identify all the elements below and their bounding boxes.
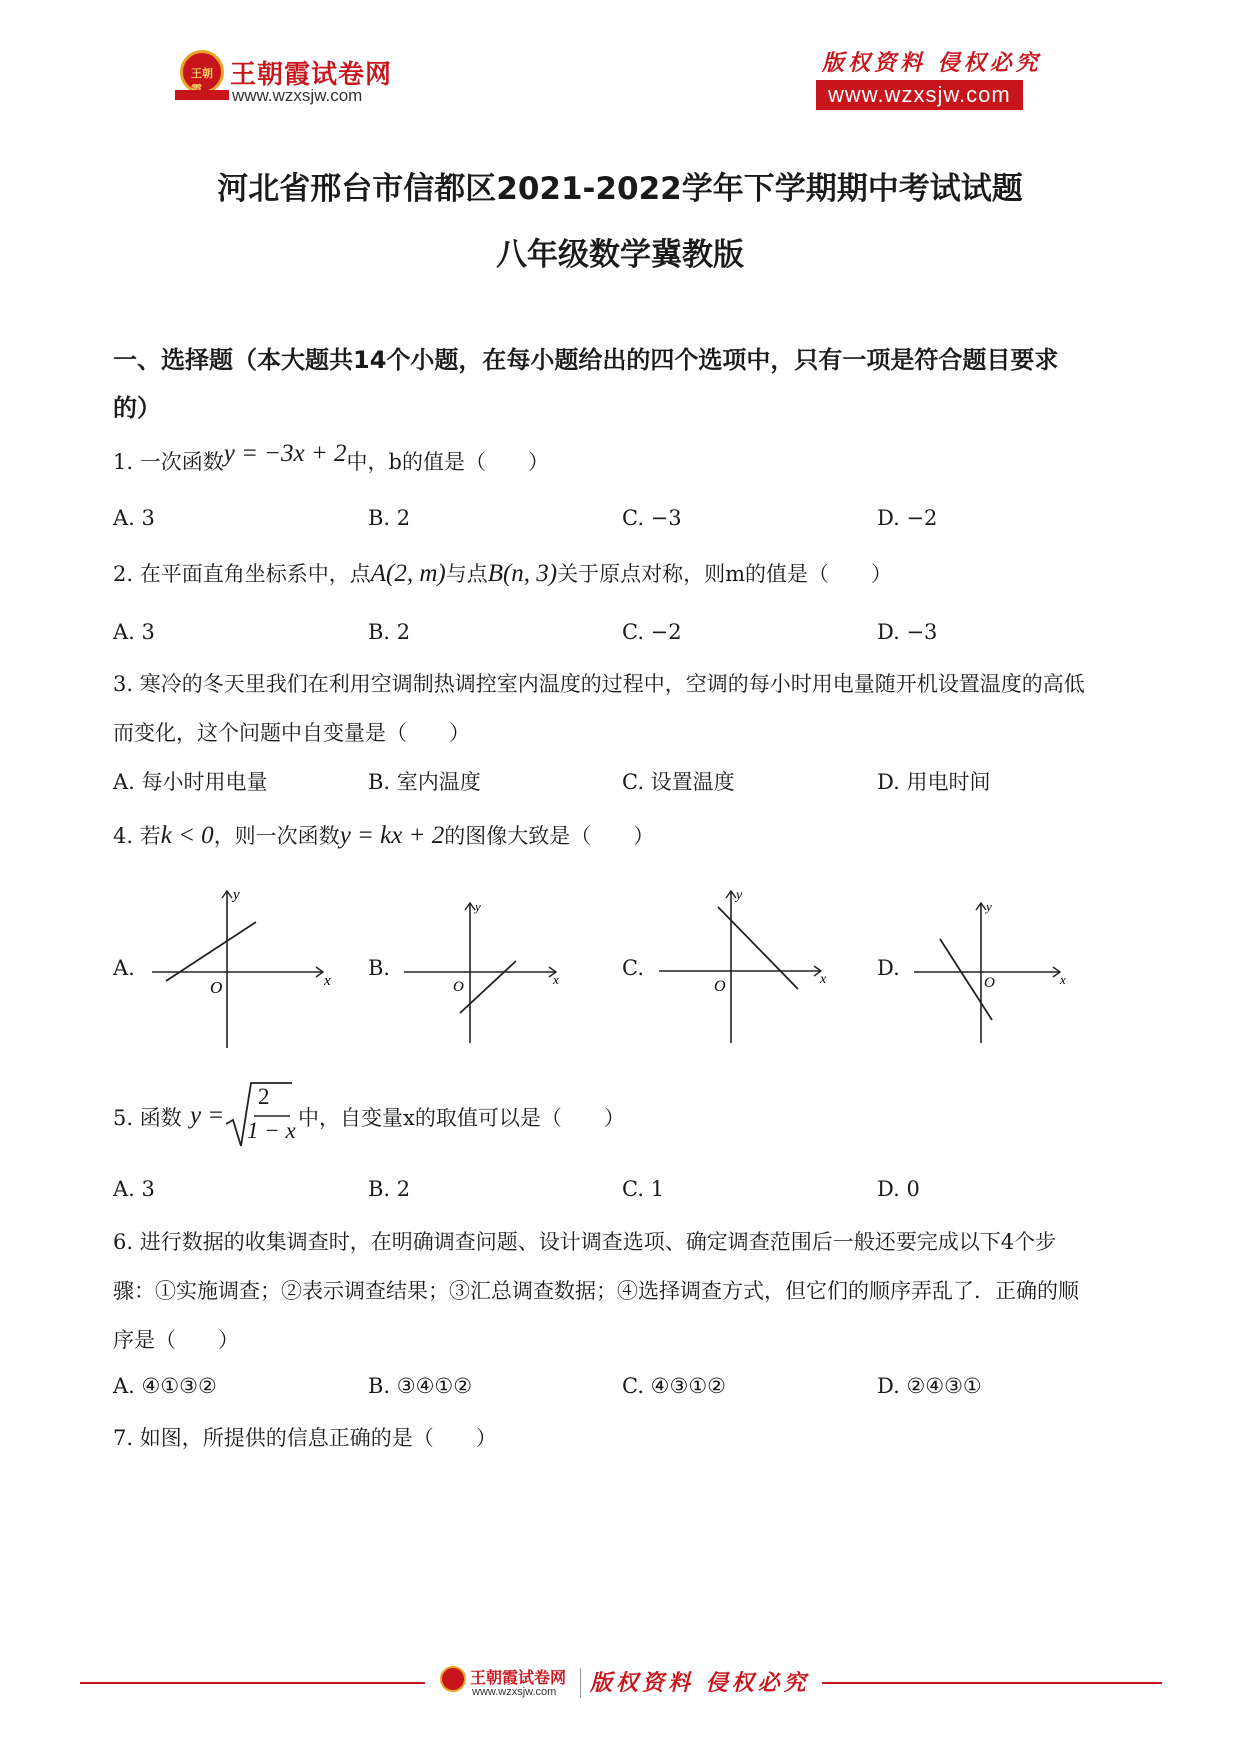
q5-denominator: 1 − x <box>247 1118 296 1143</box>
q4b-x-label: x <box>553 972 559 987</box>
q4-graph-b <box>400 895 570 1045</box>
q4c-y-label: y <box>736 888 743 903</box>
q1-option-d: D. −2 <box>877 506 938 530</box>
question-3-line2: 而变化，这个问题中自变量是（ ） <box>113 721 470 745</box>
q4a-x-label: x <box>324 973 331 989</box>
q4-condition: k < 0 <box>160 822 214 849</box>
question-6-line2: 骤：①实施调查；②表示调查结果；③汇总调查数据；④选择调查方式，但它们的顺序弄乱了．正确的顺 <box>113 1279 1079 1303</box>
q4b-origin-label: O <box>453 979 464 995</box>
q2-option-d: D. −3 <box>877 620 938 644</box>
section-heading-line1: 一、选择题（本大题共14个小题，在每小题给出的四个选项中，只有一项是符合题目要求 <box>113 346 1059 374</box>
q4-option-a: A. <box>113 956 135 980</box>
page-title: 河北省邢台市信都区2021-2022学年下学期期中考试试题 <box>217 171 1023 207</box>
section-heading-line2: 的） <box>113 394 161 422</box>
question-1: 1. 一次函数y = −3x + 2中，b的值是（ ） <box>113 440 549 474</box>
q2-point-a: A(2, m) <box>370 560 446 587</box>
q4-graph-d <box>910 895 1080 1045</box>
q3-option-b: B. 室内温度 <box>368 770 481 794</box>
logo-seal-icon: 王朝 <box>180 50 224 94</box>
question-3-line1: 3. 寒冷的冬天里我们在利用空调制热调控室内温度的过程中，空调的每小时用电量随开机设置温度的高低 <box>113 672 1085 696</box>
q2-option-b: B. 2 <box>368 620 411 644</box>
footer-line-right <box>822 1682 1162 1684</box>
q4c-x-label: x <box>820 972 827 987</box>
q1-option-c: C. −3 <box>622 506 682 530</box>
question-5-suffix: 中，自变量x的取值可以是（ ） <box>298 1106 625 1130</box>
q4d-x-label: x <box>1060 972 1066 987</box>
footer-divider <box>580 1668 581 1698</box>
page-subtitle: 八年级数学冀教版 <box>496 237 744 273</box>
header-copyright-url: www.wzxsjw.com <box>816 80 1023 110</box>
footer-line-left <box>80 1682 425 1684</box>
q4b-y-label: y <box>475 899 481 914</box>
q6-option-c: C. ④③①② <box>622 1374 726 1398</box>
footer-logo-seal-icon <box>440 1666 466 1692</box>
q5-option-a: A. 3 <box>113 1177 155 1201</box>
q4-graph-a <box>148 885 338 1050</box>
question-4: 4. 若k < 0，则一次函数y = kx + 2的图像大致是（ ） <box>113 822 655 849</box>
logo-ribbon <box>175 90 229 100</box>
q6-option-b: B. ③④①② <box>368 1374 473 1398</box>
q6-option-a: A. ④①③② <box>113 1374 217 1398</box>
footer-logo-name: 王朝霞试卷网 <box>470 1668 567 1687</box>
q4-option-c: C. <box>622 956 644 980</box>
q3-option-d: D. 用电时间 <box>877 770 991 794</box>
q4a-origin-label: O <box>210 978 223 997</box>
q4d-y-label: y <box>986 899 992 914</box>
question-5-prefix: 5. 函数 <box>113 1106 182 1130</box>
q3-option-a: A. 每小时用电量 <box>113 770 268 794</box>
q2-option-a: A. 3 <box>113 620 155 644</box>
q1-formula: y = −3x + 2 <box>223 440 347 467</box>
q4a-y-label: y <box>233 887 240 903</box>
footer-logo-url: www.wzxsjw.com <box>472 1686 557 1698</box>
question-6-line3: 序是（ ） <box>113 1328 239 1352</box>
q2-point-b: B(n, 3) <box>487 560 558 587</box>
header-copyright: 版权资料 侵权必究 <box>822 50 1042 76</box>
question-2: 2. 在平面直角坐标系中，点A(2, m)与点B(n, 3)关于原点对称，则m的值是（ ） <box>113 560 893 587</box>
q1-option-a: A. 3 <box>113 506 155 530</box>
header-logo <box>180 50 400 110</box>
q4c-origin-label: O <box>714 978 726 995</box>
q5-option-d: D. 0 <box>877 1177 920 1201</box>
q6-option-d: D. ②④③① <box>877 1374 982 1398</box>
q5-option-b: B. 2 <box>368 1177 411 1201</box>
q5-numerator: 2 <box>258 1084 270 1109</box>
question-6-line1: 6. 进行数据的收集调查时，在明确调查问题、设计调查选项、确定调查范围后一般还要完成以下4个步 <box>113 1230 1057 1254</box>
q4-graph-c <box>655 885 835 1045</box>
question-7: 7. 如图，所提供的信息正确的是（ ） <box>113 1426 497 1450</box>
q1-option-b: B. 2 <box>368 506 411 530</box>
q4-option-b: B. <box>368 956 391 980</box>
q4d-origin-label: O <box>984 975 995 991</box>
q4-formula: y = kx + 2 <box>339 822 445 849</box>
q3-option-c: C. 设置温度 <box>622 770 735 794</box>
q5-option-c: C. 1 <box>622 1177 665 1201</box>
q4-option-d: D. <box>877 956 900 980</box>
logo-name: 王朝霞试卷网 <box>230 60 393 90</box>
logo-url: www.wzxsjw.com <box>232 86 363 105</box>
q5-lhs: y = <box>190 1102 225 1129</box>
footer-copyright: 版权资料 侵权必究 <box>590 1670 810 1696</box>
q2-option-c: C. −2 <box>622 620 682 644</box>
